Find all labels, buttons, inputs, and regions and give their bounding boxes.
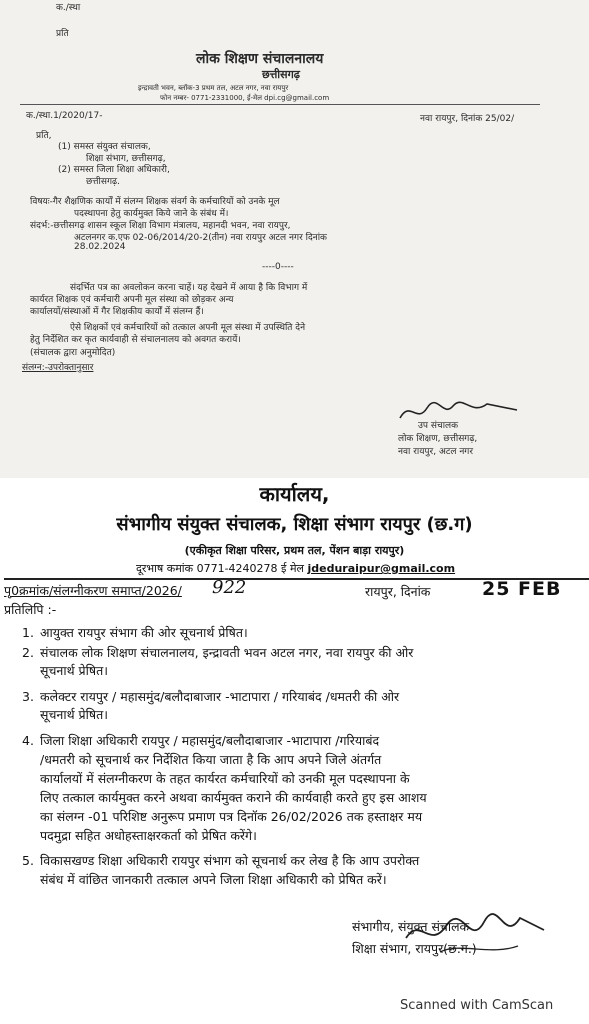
list-item-1 — [22, 624, 248, 641]
enclosure-note: संलग्न:-उपरोक्तानुसार — [22, 363, 94, 373]
top-scrap-ref: क./स्था — [56, 3, 81, 13]
letterhead-dept: लोक शिक्षण संचालनालय — [196, 51, 324, 67]
office-subtitle: संभागीय संयुक्त संचालक, शिक्षा संभाग रायपुर (छ.ग) — [116, 514, 473, 535]
list-item-number: 1. — [22, 625, 34, 640]
list-item-line: /धमतरी को सूचनार्थ कर निर्देशित किया जाता है कि आप अपने जिले अंतर्गत — [40, 752, 382, 767]
list-item-2 — [22, 644, 413, 661]
list-item-line: आयुक्त रायपुर संभाग की ओर सूचनार्थ प्रेषित। — [40, 625, 248, 640]
list-item-line: कलेक्टर रायपुर / महासमुंद/बलौदाबाजार -भाटापारा / गरियाबंद /धमतरी की ओर — [40, 689, 400, 704]
sign-title-2: शिक्षा संभाग, रायपुर(छ.ग.) — [352, 941, 477, 956]
list-item-line: लिए तत्काल कार्यमुक्त करने अथवा कार्यमुक्त कराने की कार्यवाही करते हुए इस आशय — [40, 790, 427, 805]
body-line-4: ऐसे शिक्षकों एवं कर्मचारियों को तत्काल अपनी मूल संस्था में उपस्थिति देने — [70, 323, 306, 333]
letterhead-address: इन्द्रावती भवन, ब्लॉक-3 प्रथम तल, अटल नगर, नवा रायपुर — [138, 84, 289, 92]
letterhead-state: छत्तीसगढ़ — [262, 68, 300, 81]
old-place-date: नवा रायपुर, दिनांक 25/02/ — [420, 114, 515, 124]
office-address: (एकीकृत शिक्षा परिसर, प्रथम तल, पेंशन बाड़ा रायपुर) — [184, 544, 405, 557]
recipient-1b: शिक्षा संभाग, छत्तीसगढ़, — [86, 154, 166, 164]
subject-line-1: विषयः-गैर शैक्षणिक कार्यों में संलग्न शिक्षक संवर्ग के कर्मचारियों को उनके मूल — [30, 197, 280, 207]
recipient-1a: (1) समस्त संयुक्त संचालक, — [58, 142, 151, 152]
letterhead-rule — [20, 104, 540, 105]
old-sig-title-3: नवा रायपुर, अटल नगर — [398, 447, 474, 457]
list-item-4 — [22, 732, 379, 749]
list-item-line: कार्यालयों में संलग्नीकरण के तहत कार्यरत कर्मचारियों को उनकी मूल पदस्थापना के — [40, 771, 410, 786]
date-stamp: 25 FEB — [482, 578, 562, 600]
office-contact — [136, 561, 455, 576]
list-item-number: 2. — [22, 645, 34, 660]
letterhead-contact: फोन नम्बर- 0771-2331000, ई-मेल dpi.cg@gmail.com — [160, 94, 330, 102]
office-email: jdeduraipur@gmail.com — [307, 562, 456, 575]
old-signature — [395, 398, 525, 426]
endorsement-place-date: रायपुर, दिनांक — [365, 584, 431, 599]
list-item-line: संबंध में वांछित जानकारी तत्काल अपने जिला शिक्षा अधिकारी को प्रेषित करें। — [40, 872, 387, 887]
list-item-number: 5. — [22, 853, 34, 868]
office-phone: दूरभाष कमांक 0771-4240278 ई मेल — [136, 562, 304, 575]
list-item-line: का संलग्न -01 परिशिष्ट अनुरूप प्रमाण पत्र दिनॉक 26/02/2026 तक हस्ताक्षर मय — [40, 809, 423, 824]
list-item-line: सूचनार्थ प्रेषित। — [40, 707, 108, 722]
old-sig-title-1: उप संचालक — [418, 421, 459, 431]
body-line-2: कार्यरत शिक्षक एवं कर्मचारी अपनी मूल संस्था को छोड़कर अन्य — [30, 295, 234, 305]
endorsement-number: पृ0क्रमांक/संलग्नीकरण समाप्त/2026/ — [4, 583, 182, 598]
list-item-number: 3. — [22, 689, 34, 704]
list-item-number: 4. — [22, 733, 34, 748]
body-line-1: संदर्भित पत्र का अवलोकन करना चाहें। यह देखने में आया है कि विभाग में — [70, 283, 308, 293]
office-title: कार्यालय, — [259, 482, 330, 506]
endorsement-number-handwritten: 922 — [212, 577, 247, 598]
old-sig-title-2: लोक शिक्षण, छत्तीसगढ़, — [398, 434, 478, 444]
reference-line-2: अटलनगर क.एफ 02-06/2014/20-2(तीन) नवा रायपुर अटल नगर दिनांक — [74, 233, 327, 243]
old-ref-number: क./स्था.1/2020/17- — [26, 111, 103, 121]
sign-title-1: संभागीय, संयुक्त संचालक — [352, 919, 470, 934]
list-item-line: पदमुद्रा सहित अधोहस्ताक्षरकर्ता को प्रेषित करेंगे। — [40, 828, 257, 843]
old-prati: प्रति, — [36, 131, 52, 141]
old-divider: ----0---- — [262, 262, 294, 272]
list-item-line: जिला शिक्षा अधिकारी रायपुर / महासमुंद/बलौदाबाजार -भाटापारा /गरियाबंद — [40, 733, 380, 748]
list-item-line: सूचनार्थ प्रेषित। — [40, 663, 108, 678]
copy-to-label: प्रतिलिपि :- — [4, 602, 57, 617]
list-item-5 — [22, 852, 419, 869]
list-item-line: संचालक लोक शिक्षण संचालनालय, इन्द्रावती भवन अटल नगर, नवा रायपुर की ओर — [40, 645, 414, 660]
scanner-watermark: Scanned with CamScan — [400, 998, 554, 1013]
body-line-3: कार्यालयों/संस्थाओं में गैर शिक्षकीय कार्यों में संलग्न हैं। — [30, 307, 204, 317]
recipient-2a: (2) समस्त जिला शिक्षा अधिकारी, — [58, 165, 170, 175]
reference-line-3: 28.02.2024 — [74, 242, 126, 252]
body-line-5: हेतु निर्देशित कर कृत कार्यवाही से संचालनालय को अवगत करायें। — [30, 335, 241, 345]
approval-note: (संचालक द्वारा अनुमोदित) — [30, 348, 116, 358]
subject-line-2: पदस्थापना हेतु कार्यमुक्त किये जाने के संबंध में। — [74, 209, 229, 219]
list-item-3 — [22, 688, 399, 705]
forwarded-letter — [0, 0, 589, 478]
recipient-2b: छत्तीसगढ़. — [86, 177, 120, 187]
top-scrap-prati: प्रति — [56, 29, 69, 39]
list-item-line: विकासखण्ड शिक्षा अधिकारी रायपुर संभाग को सूचनार्थ कर लेख है कि आप उपरोक्त — [40, 853, 420, 868]
reference-line-1: संदर्भ:-छत्तीसगढ़ शासन स्कूल शिक्षा विभाग मंत्रालय, महानदी भवन, नवा रायपुर, — [30, 221, 291, 231]
